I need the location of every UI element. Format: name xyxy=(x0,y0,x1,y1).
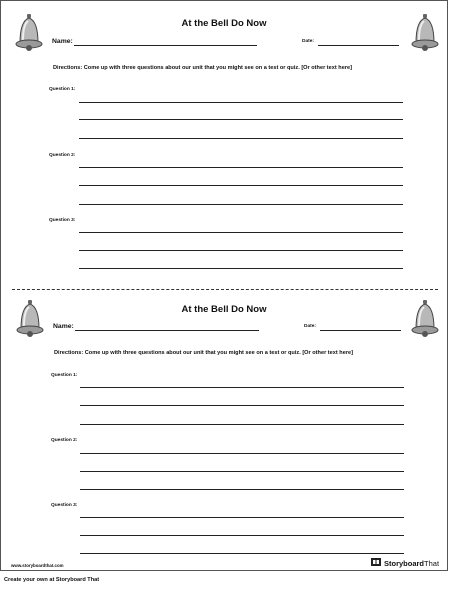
question-1-label: Question 1: xyxy=(49,87,76,92)
brand-part-2: That xyxy=(424,559,440,568)
answer-line[interactable] xyxy=(80,535,404,536)
directions-text: Directions: Come up with three questions about our unit that you might see on a test or quiz. [Or other text here] xyxy=(54,350,353,356)
directions-text: Directions: Come up with three questions about our unit that you might see on a test or quiz. [Or other text here] xyxy=(53,65,352,71)
answer-line[interactable] xyxy=(80,424,404,425)
answer-line[interactable] xyxy=(79,185,403,186)
question-3-label: Question 3: xyxy=(49,218,76,223)
answer-line[interactable] xyxy=(79,119,403,120)
answer-line[interactable] xyxy=(79,204,403,205)
answer-line[interactable] xyxy=(79,250,403,251)
question-1-label: Question 1: xyxy=(51,373,78,378)
answer-line[interactable] xyxy=(79,138,403,139)
answer-line[interactable] xyxy=(80,517,404,518)
date-field[interactable] xyxy=(320,330,401,331)
question-3-label: Question 3: xyxy=(51,503,78,508)
storyboardthat-logo-icon xyxy=(371,558,381,569)
answer-line[interactable] xyxy=(80,553,404,554)
date-label: Date: xyxy=(302,39,314,44)
storyboardthat-brand[interactable] xyxy=(371,558,439,569)
answer-line[interactable] xyxy=(80,453,404,454)
worksheet-title: At the Bell Do Now xyxy=(181,304,267,315)
question-2-label: Question 2: xyxy=(51,438,78,443)
date-label: Date: xyxy=(304,324,316,329)
name-field[interactable] xyxy=(74,45,257,46)
name-label: Name: xyxy=(53,323,74,330)
create-your-own-caption[interactable]: Create your own at Storyboard That xyxy=(4,577,100,583)
answer-line[interactable] xyxy=(79,232,403,233)
answer-line[interactable] xyxy=(80,387,404,388)
answer-line[interactable] xyxy=(79,102,403,103)
name-field[interactable] xyxy=(75,330,259,331)
name-label: Name: xyxy=(52,38,73,45)
answer-line[interactable] xyxy=(80,489,404,490)
question-2-label: Question 2: xyxy=(49,153,76,158)
answer-line[interactable] xyxy=(79,167,403,168)
answer-line[interactable] xyxy=(80,471,404,472)
footer-url[interactable]: www.storyboardthat.com xyxy=(11,563,64,568)
answer-line[interactable] xyxy=(80,405,404,406)
date-field[interactable] xyxy=(318,45,399,46)
brand-part-1: Storyboard xyxy=(384,559,425,568)
cut-line xyxy=(12,289,438,290)
answer-line[interactable] xyxy=(79,268,403,269)
worksheet-title: At the Bell Do Now xyxy=(181,18,267,29)
